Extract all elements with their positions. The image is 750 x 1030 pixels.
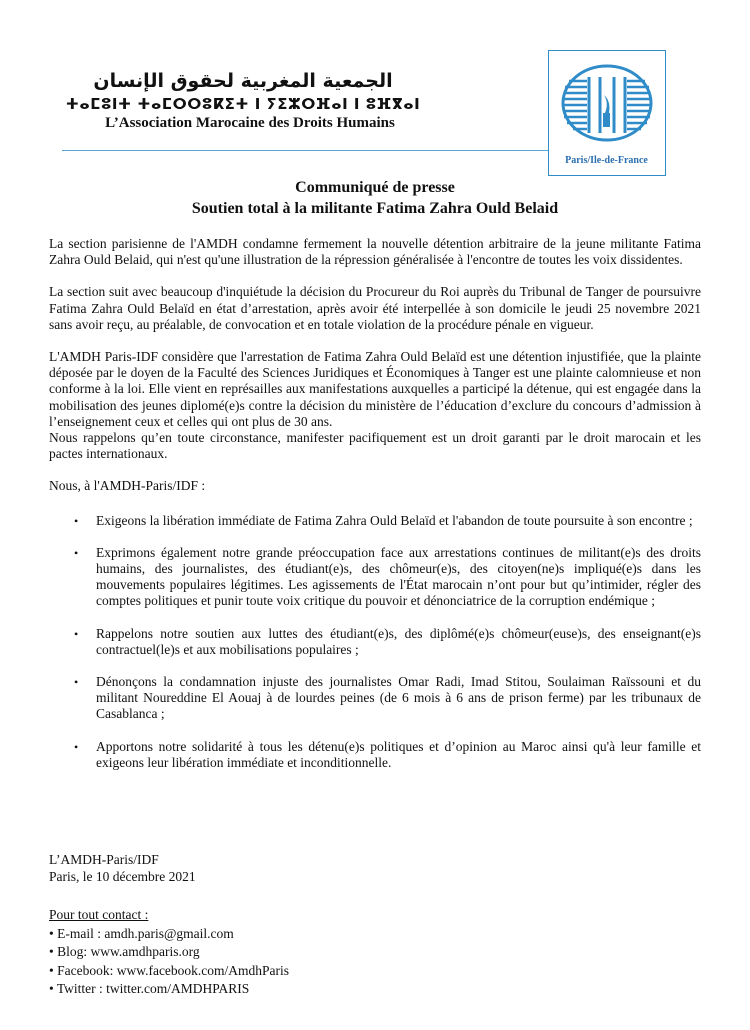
paragraph-demands-intro: Nous, à l'AMDH-Paris/IDF :	[49, 478, 206, 494]
bullet-icon: •	[74, 626, 79, 641]
org-name-tifinagh: ⵜⴰⵎⵓⵏⵜ ⵜⴰⵎⵔⵔⵓⴽⵉⵜ ⵏ ⵢⵉⵣⵔⴼⴰⵏ ⵏ ⵓⴼⴳⴰⵏ	[65, 95, 421, 113]
list-item-text: Dénonçons la condamnation injuste des journalistes Omar Radi, Imad Stitou, Soulaiman Raïssouni et du militant Noureddine El Aouaj à de lourdes peines (de 6 mois à 6 ans de prison ferme) par les tribunaux de Casablanca ;	[96, 674, 701, 722]
list-item	[49, 545, 701, 610]
press-release-body	[49, 236, 701, 771]
logo-emblem-icon	[549, 51, 664, 155]
list-item	[49, 513, 701, 529]
contact-block	[49, 906, 289, 999]
list-item	[49, 674, 701, 723]
contact-twitter: • Twitter : twitter.com/AMDHPARIS	[49, 981, 250, 996]
logo-caption: Paris/Ile-de-France	[565, 155, 648, 166]
list-item-text: Rappelons notre soutien aux luttes des étudiant(e)s, des diplômé(e)s chômeur(euse)s, des enseignant(e)s contractuel(le)s et aux mobilisations populaires ;	[96, 625, 701, 657]
paragraph-intro: La section parisienne de l'AMDH condamne fermement la nouvelle détention arbitraire de la jeune militante Fatima Zahra Ould Belaid, qui n'est qu'une illustration de la répression généralisée à l'encontre de toutes les voix dissidentes.	[49, 236, 701, 268]
contact-facebook: • Facebook: www.facebook.com/AmdhParis	[49, 962, 290, 978]
list-item	[49, 739, 701, 771]
document-type: Communiqué de presse	[295, 179, 455, 196]
letterhead	[0, 0, 750, 180]
contact-blog: • Blog: www.amdhparis.org	[49, 944, 200, 959]
bullet-icon: •	[74, 513, 79, 528]
list-item-text: Exprimons également notre grande préoccupation face aux arrestations continues de militant(e)s des droits humains, des journalistes, des étudiant(e)s, des chômeur(e)s, des citoyen(ne)s impliqué(e)s dans les mouvements populaires légitimes. Les agissements de l'État marocain n’ont pour but qu’intimider, régler des comptes politiques et punir toute voix critique du pouvoir et dénonciatrice de la corruption endémique ;	[96, 544, 701, 609]
amdh-logo	[548, 50, 666, 176]
press-release-titles	[0, 177, 750, 219]
list-item	[49, 626, 701, 658]
signature-block	[49, 851, 196, 885]
header-divider	[62, 150, 548, 151]
bullet-icon: •	[74, 675, 79, 690]
paragraph-position: L'AMDH Paris-IDF considère que l'arrestation de Fatima Zahra Ould Belaïd est une détention injustifiée, que la plainte déposée par le doyen de la Faculté des Sciences Juridiques et Économiques à Tanger est une plainte calomnieuse et non conforme à la loi. Elle vient en représailles aux manifestations auxquelles a participé la détenue, qui est engagée dans la mobilisation des jeunes diplomé(e)s contre la décision du ministère de l’éducation d’exclure du concours d’admission à l’enseignement ceux et celles qui ont plus de 30 ans.	[49, 349, 701, 429]
list-item-text: Exigeons la libération immédiate de Fatima Zahra Ould Belaïd et l'abandon de toute poursuite à son encontre ;	[96, 512, 693, 528]
org-name-french: L’Association Marocaine des Droits Humains	[105, 115, 395, 131]
signature-org: L’AMDH-Paris/IDF	[49, 852, 159, 867]
paragraph-rights: Nous rappelons qu’en toute circonstance, manifester pacifiquement est un droit garanti par le droit marocain et les pactes internationaux.	[49, 430, 701, 462]
contact-heading: Pour tout contact :	[49, 907, 149, 922]
bullet-icon: •	[74, 739, 79, 754]
org-name-arabic: الجمعية المغربية لحقوق الإنسان	[93, 70, 393, 92]
paragraph-decision: La section suit avec beaucoup d'inquiétude la décision du Procureur du Roi auprès du Tribunal de Tanger de poursuivre Fatima Zahra Ould Belaïd en état d’arrestation, après avoir été interpellée à son domicile le jeudi 25 novembre 2021 sans avoir reçu, au préalable, de convocation et en totale violation de la procédure pénale en vigueur.	[49, 284, 701, 332]
demands-list	[49, 513, 701, 771]
contact-email: • E-mail : amdh.paris@gmail.com	[49, 925, 234, 941]
signature-date: Paris, le 10 décembre 2021	[49, 869, 196, 884]
list-item-text: Apportons notre solidarité à tous les détenu(e)s politiques et d’opinion au Maroc ainsi qu'à leur famille et exigeons leur libération immédiate et inconditionnelle.	[96, 738, 701, 770]
page-title: Soutien total à la militante Fatima Zahra Ould Belaid	[191, 200, 559, 217]
bullet-icon: •	[74, 545, 79, 560]
